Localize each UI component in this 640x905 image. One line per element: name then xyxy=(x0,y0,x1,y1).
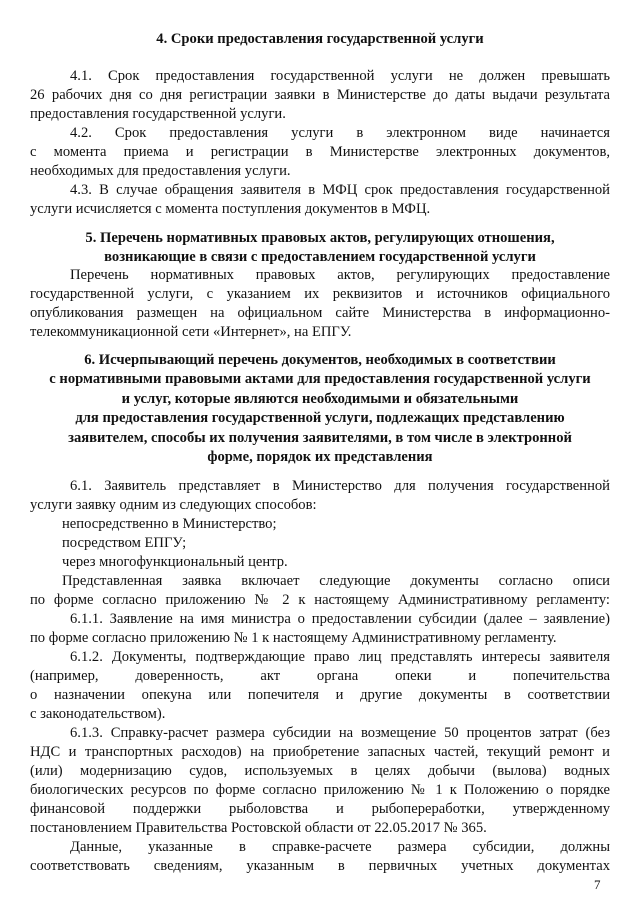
paragraph-line: опубликования размещен на официальном сайте Министерства в информационно- xyxy=(30,305,610,321)
paragraph-line: 4.1. Срок предоставления государственной услуги не должен превышать xyxy=(70,68,610,84)
heading-line: 5. Перечень нормативных правовых актов, регулирующих отношения, xyxy=(85,230,555,246)
paragraph-line: Данные, указанные в справке-расчете размера субсидии, должны xyxy=(70,839,610,855)
page-number: 7 xyxy=(594,877,601,892)
paragraph-line: предоставления государственной услуги. xyxy=(30,106,286,122)
list-item: непосредственно в Министерство; xyxy=(62,516,277,532)
paragraph-line: биологических ресурсов по форме согласно приложению № 1 к Положению о порядке xyxy=(30,782,610,798)
paragraph-line: Перечень нормативных правовых актов, регулирующих предоставление xyxy=(70,267,610,283)
paragraph-line: (например, доверенность, акт органа опеки и попечительства xyxy=(30,668,610,684)
heading-line: с нормативными правовыми актами для предоставления государственной услуги xyxy=(49,371,591,388)
paragraph-line: финансовой поддержки рыболовства и рыбопереработки, утвержденному xyxy=(30,801,610,817)
heading-line: и услуг, которые являются необходимыми и обязательными xyxy=(121,390,519,407)
paragraph-line: 4.2. Срок предоставления услуги в электронном виде начинается xyxy=(70,125,610,141)
paragraph-line: с законодательством). xyxy=(30,706,166,722)
list-item: через многофункциональный центр. xyxy=(62,554,288,570)
paragraph-line: по форме согласно приложению № 1 к настоящему Административному регламенту. xyxy=(30,630,557,646)
heading-line: форме, порядок их представления xyxy=(207,449,433,466)
section-4-title: 4. Сроки предоставления государственной услуги xyxy=(156,31,484,47)
heading-line: заявителем, способы их получения заявителями, в том числе в электронной xyxy=(68,429,572,446)
heading-line: для предоставления государственной услуги, подлежащих представлению xyxy=(75,410,565,427)
heading-line: возникающие в связи с предоставлением государственной услуги xyxy=(104,249,536,266)
paragraph-line: необходимых для предоставления услуги. xyxy=(30,163,291,179)
paragraph-line: 6.1.2. Документы, подтверждающие право лиц представлять интересы заявителя xyxy=(70,649,610,665)
paragraph-line: 26 рабочих дня со дня регистрации заявки в Министерстве до даты выдачи результата xyxy=(30,87,610,103)
paragraph-line: по форме согласно приложению № 2 к настоящему Административному регламенту: xyxy=(30,592,610,608)
section-5-heading xyxy=(30,229,610,268)
paragraph-line: соответствовать сведениям, указанным в первичных учетных документах xyxy=(30,858,610,874)
paragraph-line: 6.1.1. Заявление на имя министра о предоставлении субсидии (далее – заявление) xyxy=(70,611,610,627)
paragraph-line: услуги исчисляется с момента поступления документов в МФЦ. xyxy=(30,201,431,217)
paragraph-line: телекоммуникационной сети «Интернет», на ЕПГУ. xyxy=(30,324,352,340)
paragraph-line: НДС и транспортных расходов) на приобретение запасных частей, текущий ремонт и xyxy=(30,744,610,760)
paragraph-line: 6.1. Заявитель представляет в Министерство для получения государственной xyxy=(70,478,610,494)
paragraph-line: услуги заявку одним из следующих способов: xyxy=(30,497,317,513)
paragraph-line: Представленная заявка включает следующие документы согласно описи xyxy=(62,573,610,589)
paragraph-line: государственной услуги, с указанием их реквизитов и источников официального xyxy=(30,286,610,302)
paragraph-line: постановлением Правительства Ростовской области от 22.05.2017 № 365. xyxy=(30,820,487,836)
section-6-heading xyxy=(30,351,610,467)
section-4-heading xyxy=(30,30,610,49)
heading-line: 6. Исчерпывающий перечень документов, необходимых в соответствии xyxy=(84,352,556,368)
paragraph-line: 6.1.3. Справку-расчет размера субсидии на возмещение 50 процентов затрат (без xyxy=(70,725,610,741)
list-item: посредством ЕПГУ; xyxy=(62,535,187,551)
paragraph-line: (или) модернизацию судов, используемых в целях добычи (вылова) водных xyxy=(30,763,610,779)
paragraph-line: 4.3. В случае обращения заявителя в МФЦ срок предоставления государственной xyxy=(70,182,610,198)
paragraph-line: с момента приема и регистрации в Министерстве электронных документов, xyxy=(30,144,610,160)
paragraph-line: о назначении опекуна или попечителя и другие документы в соответствии xyxy=(30,687,610,703)
